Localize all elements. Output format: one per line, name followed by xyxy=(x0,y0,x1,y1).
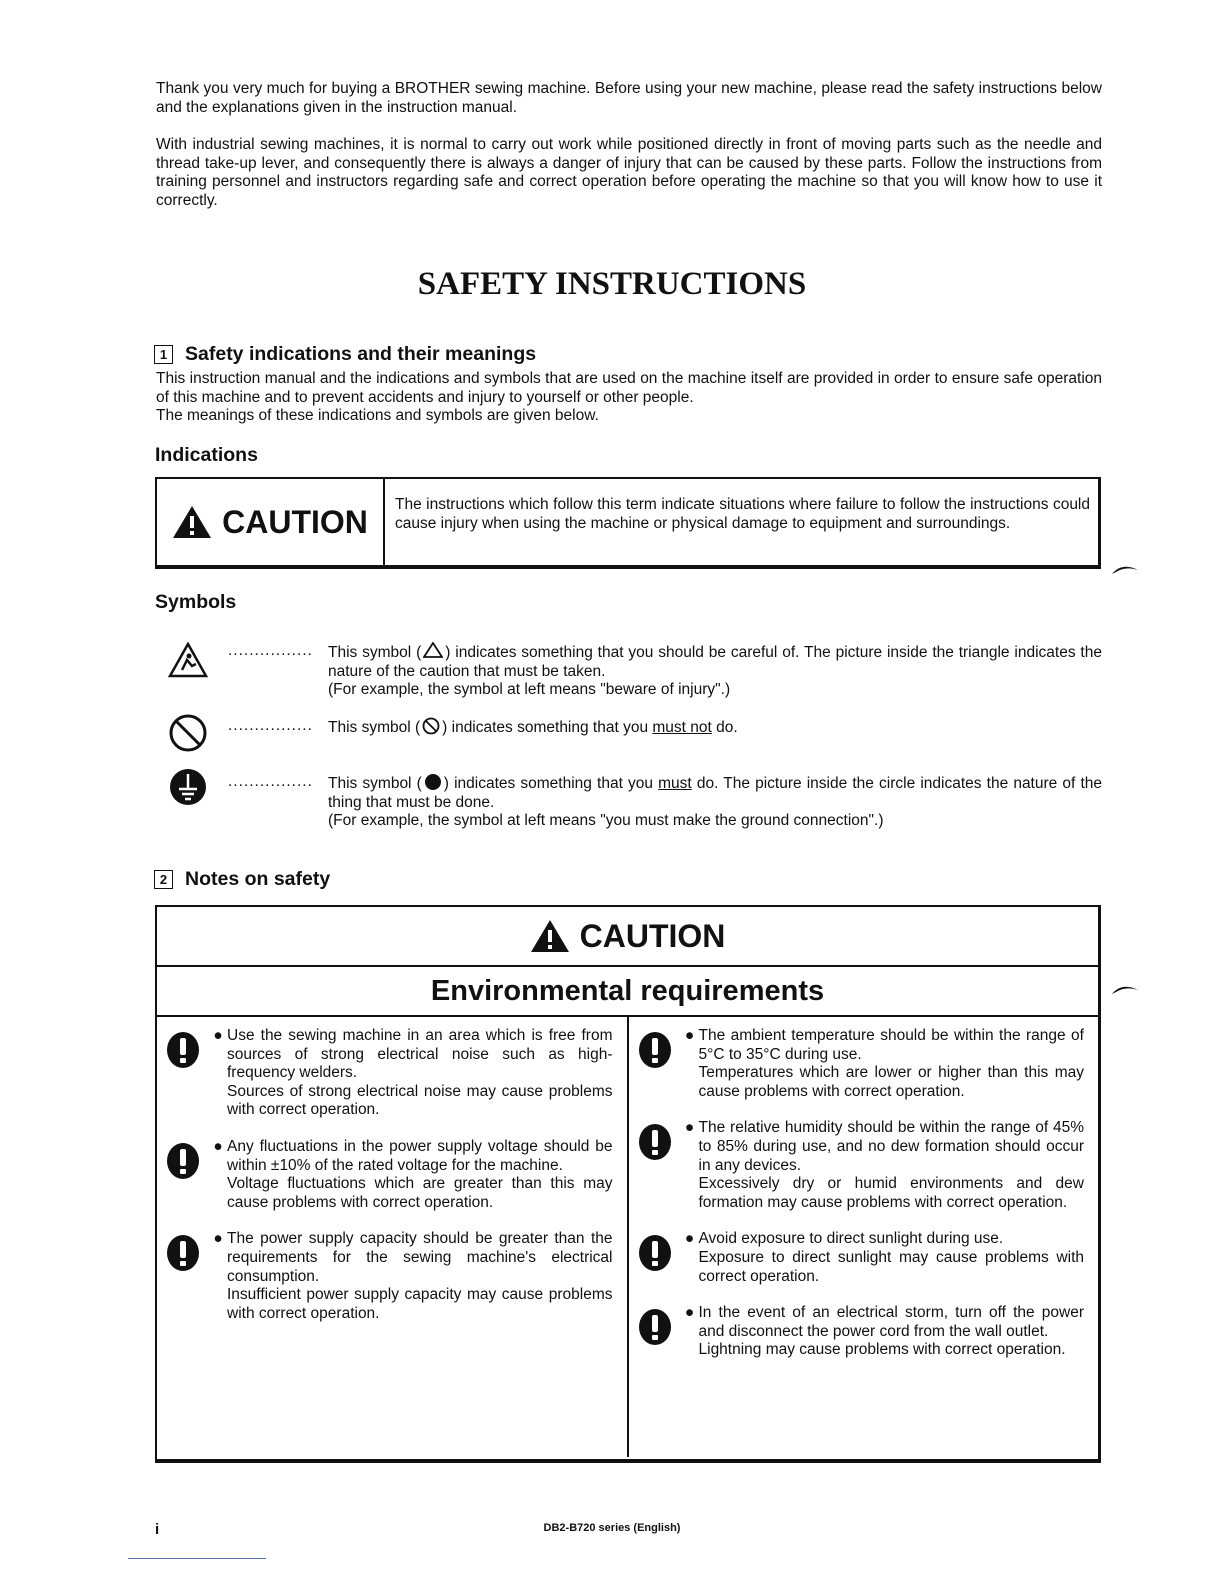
margin-mark xyxy=(1110,560,1140,576)
mandatory-action-icon xyxy=(629,1119,681,1212)
bullet: ● xyxy=(213,1137,223,1155)
prohibit-text-b: ) indicates something that you xyxy=(442,719,653,736)
symbol-row-mandatory xyxy=(168,773,1102,831)
warning-triangle-icon xyxy=(530,919,570,953)
bullet: ● xyxy=(684,1230,695,1248)
mandatory-action-icon xyxy=(157,1230,209,1323)
page-title: SAFETY INSTRUCTIONS xyxy=(417,266,807,302)
requirements-columns xyxy=(157,1017,1098,1457)
mandatory-action-icon xyxy=(629,1304,681,1360)
requirement-statement: Any fluctuations in the power supply voltage should be within ±10% of the rated voltage for the machine. xyxy=(227,1137,613,1174)
bullet: ● xyxy=(684,1027,695,1044)
leader-dots: ................ xyxy=(228,773,313,790)
requirement-statement: Use the sewing machine in an area which is free from sources of strong electrical noise such as high-frequency welders. xyxy=(227,1027,613,1082)
requirement-text xyxy=(227,1138,627,1212)
mandatory-action-icon xyxy=(629,1027,681,1101)
symbol-row-caution xyxy=(168,642,1102,700)
caution-injury-icon xyxy=(168,642,212,700)
footer-rule xyxy=(128,1558,266,1559)
filled-circle-icon xyxy=(424,773,442,791)
symbol-row-prohibited xyxy=(168,717,1102,759)
prohibited-small-icon xyxy=(422,717,440,735)
requirement-text xyxy=(227,1027,627,1120)
footer-model: DB2-B720 series (English) xyxy=(543,1522,681,1534)
requirement-item xyxy=(157,1230,627,1323)
caution-label: CAUTION xyxy=(222,503,368,540)
mandatory-example: (For example, the symbol at left means "you must make the ground connection".) xyxy=(328,812,884,829)
section-1-body-text-2: The meanings of these indications and symbols are given below. xyxy=(156,407,599,424)
requirement-statement: The relative humidity should be within the range of 45% to 85% during use, and no dew formation should occur in any devices. xyxy=(698,1119,1084,1174)
caution-label-cell xyxy=(157,479,385,565)
mandatory-text-c: do. The picture inside the circle indicates the nature of the thing that must be done. xyxy=(328,775,1102,811)
indications-heading: Indications xyxy=(155,444,258,466)
section-2-heading xyxy=(154,868,330,891)
section-1-body-text: This instruction manual and the indications and symbols that are used on the machine itself are provided in order to ensure safe operation of this machine and to prevent accidents and injury to yourself or other people. xyxy=(156,370,1102,406)
section-number-box: 2 xyxy=(154,870,173,889)
requirements-right-column xyxy=(629,1017,1099,1457)
notes-on-safety-box xyxy=(155,905,1101,1463)
requirement-text xyxy=(227,1230,627,1323)
warning-triangle-icon xyxy=(172,505,212,539)
caution-symbol-description xyxy=(328,642,1102,700)
environmental-requirements-heading: Environmental requirements xyxy=(157,967,1098,1017)
caution-example: (For example, the symbol at left means "beware of injury".) xyxy=(328,681,731,698)
bullet: ● xyxy=(213,1230,223,1248)
mandatory-emphasis: must xyxy=(658,775,692,792)
section-1-title: Safety indications and their meanings xyxy=(185,343,537,365)
caution-text-a: This symbol ( xyxy=(328,644,422,661)
intro-paragraph-2: With industrial sewing machines, it is normal to carry out work while positioned directly in front of moving parts such as the needle and thread take-up lever, and consequently there is always a danger of injury that can be caused by these parts. Follow the instructions from training personnel and instructors regarding safe and correct operation before operating the machine so that you will know how to use it correctly. xyxy=(156,136,1102,209)
symbols-heading: Symbols xyxy=(155,591,237,613)
caution-text-b: ) indicates something that you should be careful of. The picture inside the triangle indicates the nature of the caution that must be taken. xyxy=(328,644,1102,680)
requirement-statement: The ambient temperature should be within the range of 5°C to 35°C during use. xyxy=(698,1027,1084,1063)
mandatory-action-icon xyxy=(157,1027,209,1120)
requirement-consequence: Excessively dry or humid environments and dew formation may cause problems with correct operation. xyxy=(698,1175,1084,1211)
leader-dots: ................ xyxy=(228,717,313,734)
intro-paragraph-1: Thank you very much for buying a BROTHER sewing machine. Before using your new machine, please read the safety instructions below and the explanations given in the instruction manual. xyxy=(156,80,1102,116)
section-2-title: Notes on safety xyxy=(185,868,331,890)
requirement-consequence: Sources of strong electrical noise may cause problems with correct operation. xyxy=(227,1082,613,1119)
mandatory-symbol-description xyxy=(328,773,1102,831)
requirement-consequence: Lightning may cause problems with correct operation. xyxy=(698,1341,1066,1359)
section-1-heading xyxy=(154,343,536,366)
requirement-text xyxy=(699,1230,1099,1286)
bullet: ● xyxy=(684,1119,695,1137)
bullet: ● xyxy=(684,1304,695,1322)
requirement-statement: In the event of an electrical storm, turn off the power and disconnect the power cord from the wall outlet. xyxy=(698,1304,1084,1340)
page-number: i xyxy=(155,1521,160,1538)
section-1-body xyxy=(156,370,1102,426)
indications-box xyxy=(155,477,1101,569)
triangle-outline-icon xyxy=(423,642,443,658)
requirement-item xyxy=(629,1230,1099,1286)
requirement-item xyxy=(157,1138,627,1212)
requirement-text xyxy=(699,1027,1099,1101)
requirement-statement: The power supply capacity should be greater than the requirements for the sewing machine's electrical consumption. xyxy=(227,1230,613,1285)
requirement-item xyxy=(157,1027,627,1120)
ground-connection-icon xyxy=(168,773,212,831)
section-number-box: 1 xyxy=(154,345,173,364)
mandatory-action-icon xyxy=(629,1230,681,1286)
requirement-text xyxy=(699,1304,1099,1360)
mandatory-action-icon xyxy=(157,1138,209,1212)
requirements-left-column xyxy=(157,1017,629,1457)
requirement-consequence: Temperatures which are lower or higher than this may cause problems with correct operation. xyxy=(698,1064,1084,1100)
notes-caution-header xyxy=(157,907,1098,967)
prohibit-text-a: This symbol ( xyxy=(328,719,421,736)
requirement-item xyxy=(629,1027,1099,1101)
prohibited-icon xyxy=(168,717,212,759)
leader-dots: ................ xyxy=(228,642,313,659)
prohibited-symbol-description xyxy=(328,717,1102,759)
requirement-statement: Avoid exposure to direct sunlight during use. xyxy=(698,1230,1004,1248)
mandatory-text-b: ) indicates something that you xyxy=(443,775,659,792)
requirement-consequence: Exposure to direct sunlight may cause problems with correct operation. xyxy=(698,1248,1084,1285)
bullet: ● xyxy=(213,1027,223,1044)
requirement-consequence: Insufficient power supply capacity may cause problems with correct operation. xyxy=(227,1286,613,1322)
requirement-item xyxy=(629,1304,1099,1360)
caution-description: The instructions which follow this term indicate situations where failure to follow the instructions could cause injury when using the machine or physical damage to equipment and surroundings. xyxy=(395,496,1090,532)
notes-caution-label: CAUTION xyxy=(579,917,726,954)
requirement-text xyxy=(699,1119,1099,1212)
margin-mark xyxy=(1110,980,1140,996)
prohibit-emphasis: must not xyxy=(652,719,712,736)
prohibit-text-c: do. xyxy=(711,719,738,736)
requirement-item xyxy=(629,1119,1099,1212)
mandatory-text-a: This symbol ( xyxy=(328,775,422,792)
requirement-consequence: Voltage fluctuations which are greater than this may cause problems with correct operation. xyxy=(227,1175,613,1211)
